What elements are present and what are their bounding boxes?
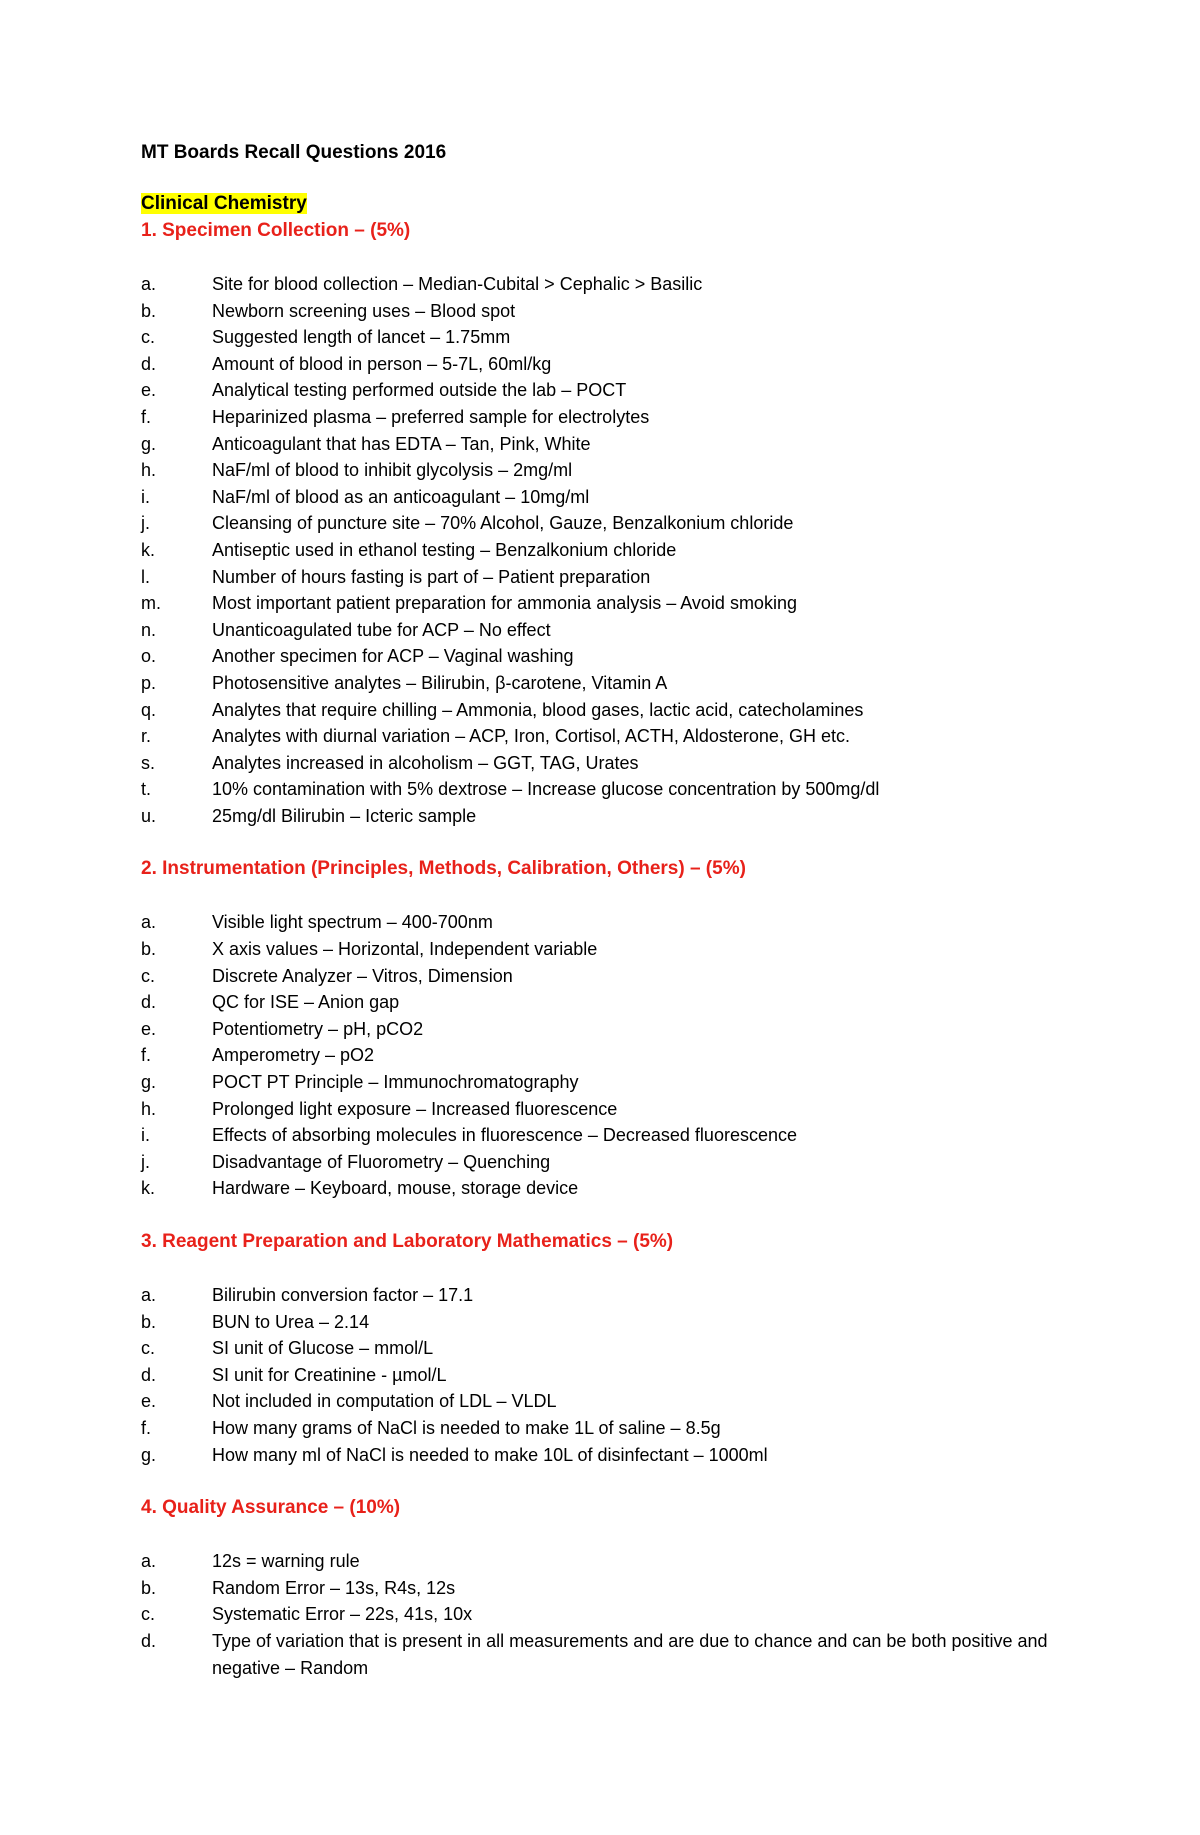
- list-item: [141, 750, 1061, 777]
- list-item-text: Most important patient preparation for ammonia analysis – Avoid smoking: [212, 593, 797, 614]
- list-item-letter: o.: [141, 646, 157, 667]
- list-item-text: Site for blood collection – Median-Cubital > Cephalic > Basilic: [212, 274, 703, 294]
- list-item-letter: d.: [141, 992, 157, 1013]
- section-heading: 3. Reagent Preparation and Laboratory Mathematics – (5%): [141, 1231, 674, 1252]
- list-item: [141, 564, 1061, 591]
- list-item-letter: d.: [141, 353, 157, 374]
- list-item: [141, 803, 1061, 830]
- list-item: [141, 510, 1061, 537]
- list-item-text: NaF/ml of blood as an anticoagulant – 10mg/ml: [212, 486, 590, 507]
- list-item: [141, 776, 1061, 803]
- list-item-text: Heparinized plasma – preferred sample for electrolytes: [212, 406, 650, 427]
- list-item-text: Disadvantage of Fluorometry – Quenching: [212, 1151, 551, 1172]
- list-item-text: 10% contamination with 5% dextrose – Increase glucose concentration by 500mg/dl: [212, 779, 880, 800]
- list-item-letter: f.: [141, 1045, 152, 1066]
- list-item: [141, 377, 1061, 404]
- list-item-text: Unanticoagulated tube for ACP – No effect: [212, 619, 551, 640]
- list-item-text: Systematic Error – 22s, 41s, 10x: [212, 1604, 473, 1625]
- list-item: [141, 351, 1061, 378]
- list-item-letter: h.: [141, 1098, 157, 1119]
- list-item: [141, 723, 1061, 750]
- list-item-letter: q.: [141, 699, 157, 720]
- list-item-letter: a.: [141, 1551, 157, 1572]
- list-item: [141, 1601, 1061, 1628]
- list-item-text: Effects of absorbing molecules in fluorescence – Decreased fluorescence: [212, 1125, 797, 1146]
- list-item: [141, 989, 1061, 1016]
- list-item-letter: b.: [141, 300, 157, 321]
- list-item-letter: k.: [141, 1178, 156, 1199]
- list-item-text: X axis values – Horizontal, Independent variable: [212, 939, 598, 960]
- list-item: [141, 617, 1061, 644]
- list-item-text: Photosensitive analytes – Bilirubin, β-carotene, Vitamin A: [212, 672, 668, 693]
- document-title: MT Boards Recall Questions 2016: [141, 142, 447, 163]
- list-item-letter: g.: [141, 433, 157, 454]
- list-item-letter: l.: [141, 566, 150, 587]
- list-item: [141, 1388, 1061, 1415]
- list-item-text: Newborn screening uses – Blood spot: [212, 300, 516, 321]
- list-item: [141, 1442, 1061, 1469]
- list-item: [141, 298, 1061, 325]
- list-item-letter: f.: [141, 1417, 152, 1438]
- list-item: [141, 643, 1061, 670]
- list-item-text: Another specimen for ACP – Vaginal washing: [212, 646, 574, 667]
- list-item-letter: c.: [141, 327, 156, 348]
- list-item-letter: c.: [141, 1604, 156, 1625]
- section-item-list: [141, 1548, 1061, 1681]
- list-item: [141, 1096, 1061, 1123]
- list-item: [141, 1575, 1061, 1602]
- list-item-letter: a.: [141, 274, 157, 294]
- list-item-letter: i.: [141, 486, 150, 507]
- list-item: [141, 1309, 1061, 1336]
- list-item-text: Not included in computation of LDL – VLDL: [212, 1391, 557, 1412]
- list-item-text: SI unit for Creatinine - µmol/L: [212, 1364, 447, 1385]
- section-heading: 4. Quality Assurance – (10%): [141, 1497, 401, 1519]
- list-item-text: SI unit of Glucose – mmol/L: [212, 1338, 434, 1359]
- list-item: [141, 484, 1061, 511]
- list-item-text: Amount of blood in person – 5-7L, 60ml/kg: [212, 353, 552, 374]
- list-item-letter: i.: [141, 1125, 150, 1146]
- list-item-letter: c.: [141, 965, 156, 986]
- list-item-letter: e.: [141, 1391, 157, 1412]
- list-item-text: Visible light spectrum – 400-700nm: [212, 912, 493, 933]
- list-item-letter: t.: [141, 779, 152, 800]
- list-item-text: BUN to Urea – 2.14: [212, 1311, 370, 1332]
- list-item: [141, 404, 1061, 431]
- list-item-text: Anticoagulant that has EDTA – Tan, Pink, White: [212, 433, 591, 454]
- list-item-text: Cleansing of puncture site – 70% Alcohol, Gauze, Benzalkonium chloride: [212, 513, 794, 534]
- list-item-text: Random Error – 13s, R4s, 12s: [212, 1577, 456, 1598]
- list-item-letter: p.: [141, 672, 157, 693]
- list-item-letter: j.: [141, 1151, 150, 1172]
- list-item: [141, 1149, 1061, 1176]
- list-item-letter: k.: [141, 539, 156, 560]
- list-item-letter: f.: [141, 406, 152, 427]
- list-item: [141, 963, 1061, 990]
- list-item: [141, 697, 1061, 724]
- list-item-letter: b.: [141, 939, 157, 960]
- list-item-letter: n.: [141, 619, 157, 640]
- list-item-text: Analytes with diurnal variation – ACP, Iron, Cortisol, ACTH, Aldosterone, GH etc.: [212, 726, 850, 747]
- list-item-text: Suggested length of lancet – 1.75mm: [212, 327, 511, 348]
- list-item: [141, 1415, 1061, 1442]
- list-item-letter: m.: [141, 593, 161, 614]
- list-item-text: Discrete Analyzer – Vitros, Dimension: [212, 965, 513, 986]
- list-item: [141, 590, 1061, 617]
- list-item-text: Analytes that require chilling – Ammonia, blood gases, lactic acid, catecholamines: [212, 699, 864, 720]
- list-item-letter: s.: [141, 752, 156, 773]
- list-item: [141, 431, 1061, 458]
- list-item-text: Number of hours fasting is part of – Patient preparation: [212, 566, 651, 587]
- list-item: [141, 1042, 1061, 1069]
- list-item-text: Prolonged light exposure – Increased fluorescence: [212, 1098, 618, 1119]
- section-heading: 2. Instrumentation (Principles, Methods, Calibration, Others) – (5%): [141, 858, 746, 880]
- list-item: [141, 1362, 1061, 1389]
- list-item: [141, 271, 1061, 298]
- list-item-text: Type of variation that is present in all measurements and are due to chance and can be both positive and negative – Random: [212, 1630, 1048, 1678]
- list-item-text: Amperometry – pO2: [212, 1045, 375, 1066]
- list-item: [141, 457, 1061, 484]
- list-item-text: Bilirubin conversion factor – 17.1: [212, 1285, 474, 1305]
- subject-highlight: Clinical Chemistry: [141, 193, 307, 214]
- list-item: [141, 537, 1061, 564]
- section-item-list: [141, 271, 1061, 829]
- list-item: [141, 1175, 1061, 1202]
- list-item-letter: d.: [141, 1630, 157, 1651]
- list-item: [141, 670, 1061, 697]
- list-item: [141, 1335, 1061, 1362]
- sections-container: [141, 218, 1061, 1681]
- list-item-letter: a.: [141, 912, 157, 933]
- list-item-text: Potentiometry – pH, pCO2: [212, 1018, 424, 1039]
- list-item-letter: c.: [141, 1338, 156, 1359]
- list-item: [141, 1122, 1061, 1149]
- list-item-text: 12s = warning rule: [212, 1551, 360, 1572]
- list-item-text: Antiseptic used in ethanol testing – Benzalkonium chloride: [212, 539, 677, 560]
- list-item-letter: j.: [141, 513, 150, 534]
- section-item-list: [141, 1282, 1061, 1468]
- list-item-text: How many ml of NaCl is needed to make 10L of disinfectant – 1000ml: [212, 1444, 768, 1465]
- list-item-letter: d.: [141, 1364, 157, 1385]
- list-item: [141, 1016, 1061, 1043]
- list-item: [141, 1282, 1061, 1309]
- list-item-letter: r.: [141, 726, 152, 747]
- list-item-text: NaF/ml of blood to inhibit glycolysis – 2mg/ml: [212, 460, 573, 481]
- list-item-text: Analytes increased in alcoholism – GGT, TAG, Urates: [212, 752, 639, 773]
- list-item-letter: e.: [141, 1018, 157, 1039]
- list-item-text: How many grams of NaCl is needed to make 1L of saline – 8.5g: [212, 1417, 721, 1438]
- list-item: [141, 936, 1061, 963]
- list-item-letter: a.: [141, 1285, 157, 1305]
- list-item-letter: g.: [141, 1444, 157, 1465]
- list-item: [141, 1628, 1061, 1681]
- list-item-text: Analytical testing performed outside the lab – POCT: [212, 380, 627, 401]
- list-item-text: Hardware – Keyboard, mouse, storage device: [212, 1178, 579, 1199]
- list-item: [141, 909, 1061, 936]
- list-item-letter: u.: [141, 805, 157, 826]
- list-item: [141, 1069, 1061, 1096]
- list-item-letter: e.: [141, 380, 157, 401]
- list-item-text: QC for ISE – Anion gap: [212, 992, 400, 1013]
- list-item: [141, 324, 1061, 351]
- section-heading: 1. Specimen Collection – (5%): [141, 220, 411, 241]
- list-item-text: 25mg/dl Bilirubin – Icteric sample: [212, 805, 477, 826]
- section-item-list: [141, 909, 1061, 1202]
- list-item-letter: g.: [141, 1072, 157, 1093]
- list-item-letter: b.: [141, 1311, 157, 1332]
- document-body: [141, 140, 1061, 1708]
- list-item-letter: b.: [141, 1577, 157, 1598]
- list-item-letter: h.: [141, 460, 157, 481]
- list-item-text: POCT PT Principle – Immunochromatography: [212, 1072, 579, 1093]
- list-item: [141, 1548, 1061, 1575]
- subject-heading: [141, 191, 1061, 217]
